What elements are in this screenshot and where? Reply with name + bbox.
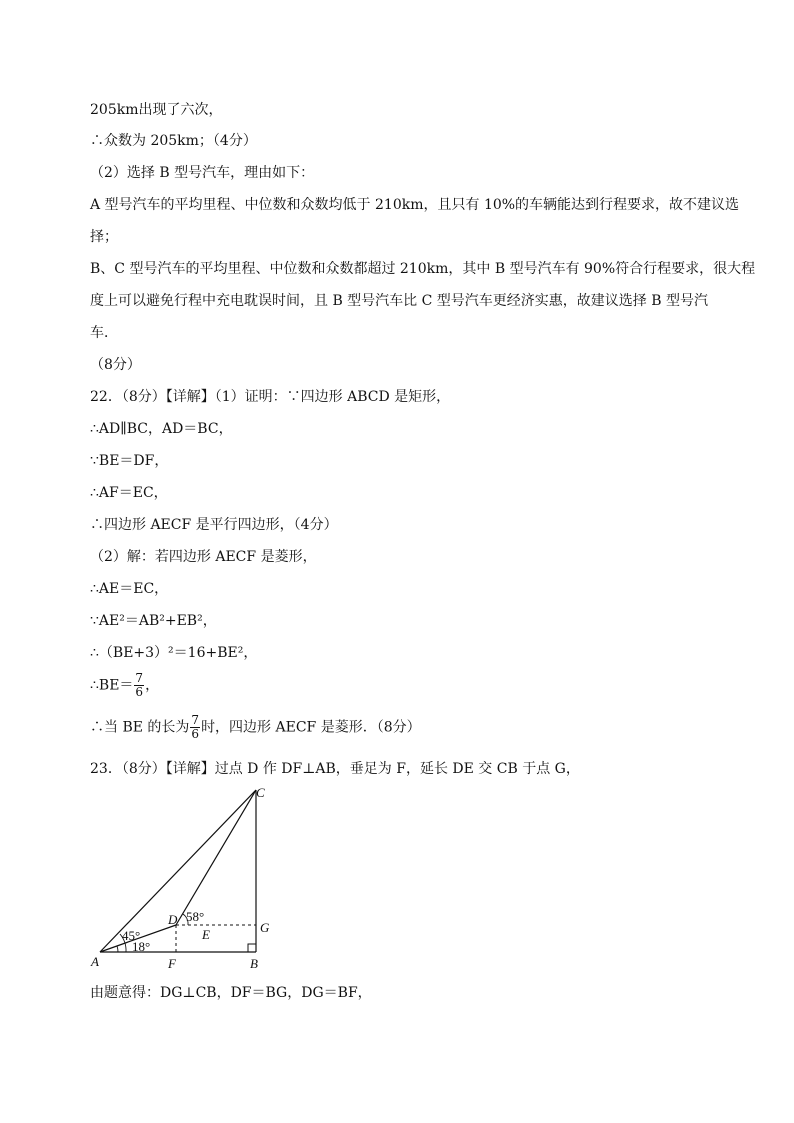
be-value-prefix: ∴BE＝	[90, 677, 134, 694]
text-line-model-bc-reason-cont: 度上可以避免行程中充电耽误时间，且 B 型号汽车比 C 型号汽车更经济实惠，故建议选择 B 型号汽	[90, 293, 708, 309]
text-line-mode-occurrence: 205km出现了六次，	[90, 102, 223, 118]
text-line-q22-be-value	[90, 672, 159, 699]
point-label-f: F	[168, 956, 176, 971]
text-line-model-bc-reason: B、C 型号汽车的平均里程、中位数和众数都超过 210km，其中 B 型号汽车有 90%符合行程要求，很大程	[90, 261, 756, 277]
text-line-q22-step6: ∵AE²＝AB²+EB²，	[90, 613, 217, 629]
text-line-part2-choice: （2）选择 B 型号汽车，理由如下：	[90, 165, 315, 181]
text-line-q22-step3: ∴AF＝EC，	[90, 485, 168, 501]
geometry-figure	[88, 782, 288, 978]
text-line-q22-part2: （2）解：若四边形 AECF 是菱形，	[90, 549, 317, 565]
text-line-q22-step1: ∴AD∥BC，AD＝BC，	[90, 421, 233, 437]
text-line-mode-result: ∴众数为 205km；（4分）	[90, 133, 257, 149]
text-line-q23-heading: 23．（8分）【详解】过点 D 作 DF⊥AB，垂足为 F，延长 DE 交 CB 于点 G，	[90, 761, 580, 777]
angle-label-18: 18°	[132, 939, 151, 954]
text-line-q22-step7: ∴（BE+3）²＝16+BE²，	[90, 645, 258, 661]
point-label-e: E	[202, 927, 210, 942]
text-line-q22-step4: ∴四边形 AECF 是平行四边形，（4分）	[90, 517, 338, 533]
fraction-denominator: 6	[191, 727, 200, 741]
text-line-q22-heading: 22．（8分）【详解】（1）证明：∵四边形 ABCD 是矩形，	[90, 389, 451, 405]
text-line-q22-step5: ∴AE＝EC，	[90, 581, 169, 597]
fraction-denominator: 6	[135, 685, 144, 699]
be-value-suffix: ，	[145, 677, 160, 694]
angle-label-58: 58°	[186, 909, 205, 924]
fraction-seven-sixths-2	[190, 714, 200, 741]
text-line-q23-given: 由题意得：DG⊥CB，DF＝BG，DG＝BF，	[90, 985, 372, 1001]
angle-arc-18	[117, 946, 118, 952]
text-line-model-a-reason: A 型号汽车的平均里程、中位数和众数均低于 210km，且只有 10%的车辆能达到行程要求，故不建议选	[90, 197, 740, 213]
text-line-model-a-reason-cont: 择；	[90, 229, 118, 245]
conclusion-prefix: ∴当 BE 的长为	[90, 719, 190, 736]
fraction-seven-sixths	[134, 672, 144, 699]
text-line-score: （8分）	[90, 357, 141, 373]
point-label-a: A	[91, 954, 99, 969]
segment-dc	[176, 790, 256, 925]
right-angle-mark-b	[248, 944, 256, 952]
text-line-model-bc-reason-end: 车．	[90, 325, 118, 341]
conclusion-suffix: 时，四边形 AECF 是菱形．（8分）	[201, 719, 421, 736]
text-line-q22-conclusion	[90, 714, 421, 741]
text-line-q22-step2: ∵BE＝DF，	[90, 453, 169, 469]
point-label-c: C	[256, 785, 265, 800]
point-label-g: G	[260, 920, 270, 935]
fraction-numerator: 7	[191, 713, 200, 727]
angle-label-45: 45°	[122, 928, 141, 943]
fraction-numerator: 7	[135, 671, 144, 685]
point-label-b: B	[250, 956, 258, 971]
point-label-d: D	[168, 912, 178, 927]
